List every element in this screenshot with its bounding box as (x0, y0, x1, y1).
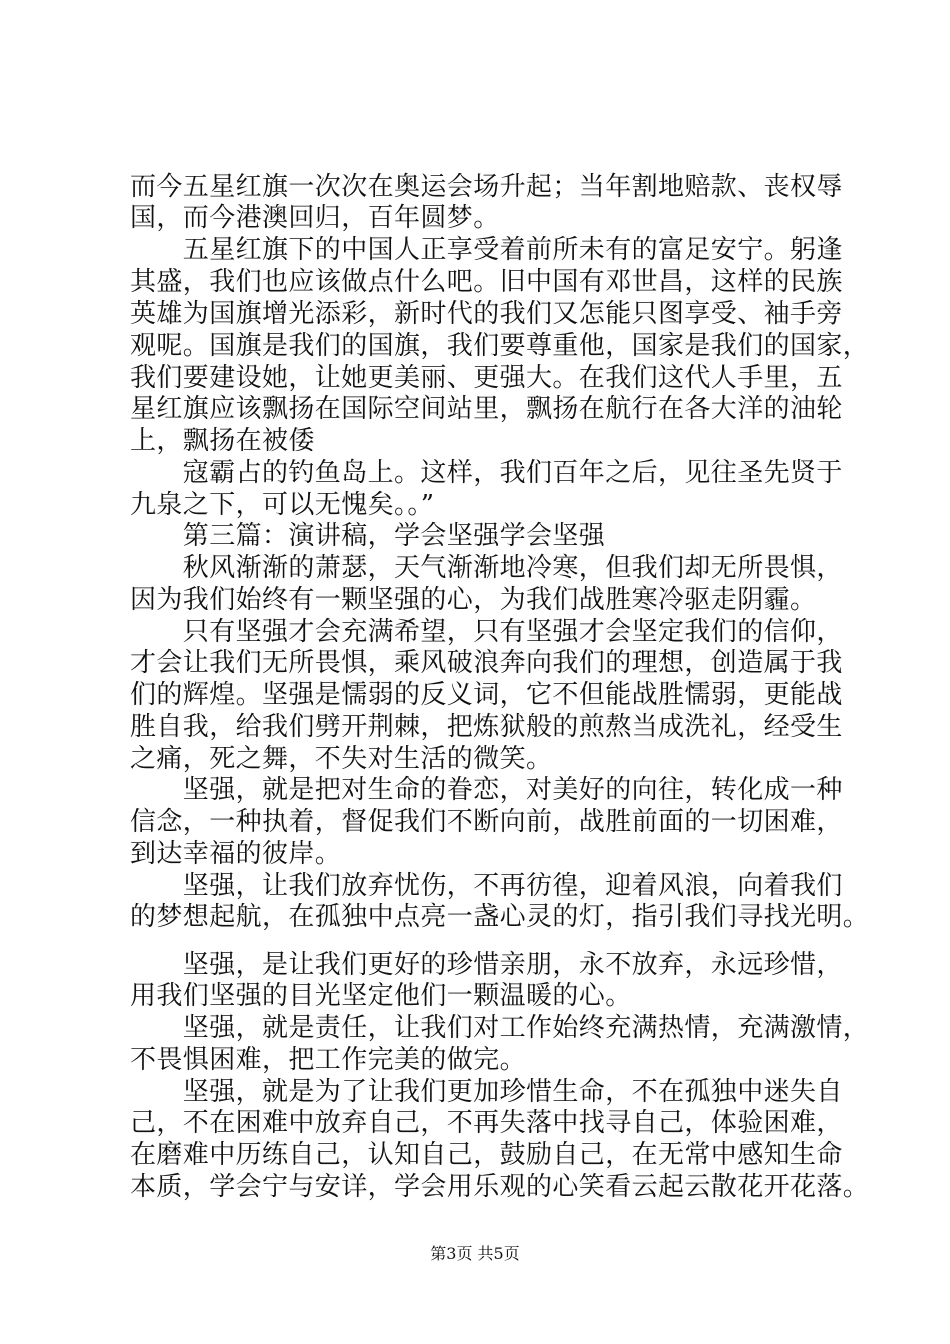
text-line: 己，不在困难中放弃自己，不再失落中找寻自己，体验困难， (130, 1108, 843, 1138)
text-line: 只有坚强才会充满希望，只有坚强才会坚定我们的信仰， (130, 617, 843, 647)
text-line: 才会让我们无所畏惧，乘风破浪奔向我们的理想，创造属于我 (130, 648, 843, 678)
text-line: 英雄为国旗增光添彩，新时代的我们又怎能只图享受、袖手旁 (130, 299, 843, 329)
text-line: 坚强，就是责任，让我们对工作始终充满热情，充满激情， (130, 1013, 870, 1043)
text-line: 之痛，死之舞，不失对生活的微笑。 (130, 744, 553, 774)
text-line: 用我们坚强的目光坚定他们一颗温暖的心。 (130, 981, 632, 1011)
text-line: 而今五星红旗一次次在奥运会场升起；当年割地赔款、丧权辱 (130, 172, 843, 202)
text-line: 坚强，是让我们更好的珍惜亲朋，永不放弃，永远珍惜， (130, 950, 843, 980)
text-line: 上，飘扬在被倭 (130, 426, 315, 456)
text-line: 九泉之下，可以无愧矣。。” (130, 490, 435, 520)
text-line: 胜自我，给我们劈开荆棘，把炼狱般的煎熬当成洗礼，经受生 (130, 712, 843, 742)
text-line: 秋风渐渐的萧瑟，天气渐渐地冷寒，但我们却无所畏惧， (130, 553, 843, 583)
text-line: 本质，学会宁与安详，学会用乐观的心笑看云起云散花开花落。 (130, 1172, 870, 1202)
text-line: 观呢。国旗是我们的国旗，我们要尊重他，国家是我们的国家， (130, 331, 870, 361)
text-line: 不畏惧困难，把工作完美的做完。 (130, 1045, 527, 1075)
section-heading: 第三篇：演讲稿，学会坚强学会坚强 (130, 521, 606, 551)
text-line: 坚强，就是把对生命的眷恋，对美好的向往，转化成一种 (130, 775, 843, 805)
text-line: 因为我们始终有一颗坚强的心，为我们战胜寒冷驱走阴霾。 (130, 585, 817, 615)
text-line: 我们要建设她，让她更美丽、更强大。在我们这代人手里，五 (130, 363, 843, 393)
text-line: 其盛，我们也应该做点什么吧。旧中国有邓世昌，这样的民族 (130, 267, 843, 297)
text-line: 国，而今港澳回归，百年圆梦。 (130, 203, 500, 233)
text-line: 星红旗应该飘扬在国际空间站里，飘扬在航行在各大洋的油轮 (130, 394, 843, 424)
text-line: 们的辉煌。坚强是懦弱的反义词，它不但能战胜懦弱，更能战 (130, 680, 843, 710)
text-line: 的梦想起航，在孤独中点亮一盏心灵的灯，指引我们寻找光明。 (130, 902, 870, 932)
text-line: 寇霸占的钓鱼岛上。这样，我们百年之后，见往圣先贤于 (130, 458, 843, 488)
text-line: 坚强，让我们放弃忧伤，不再彷徨，迎着风浪，向着我们 (130, 871, 843, 901)
text-line: 坚强，就是为了让我们更加珍惜生命，不在孤独中迷失自 (130, 1077, 843, 1107)
text-line: 在磨难中历练自己，认知自己，鼓励自己，在无常中感知生命 (130, 1140, 843, 1170)
text-line: 信念，一种执着，督促我们不断向前，战胜前面的一切困难， (130, 807, 843, 837)
text-line: 到达幸福的彼岸。 (130, 839, 342, 869)
page-footer: 第3页 共5页 (430, 1244, 520, 1263)
text-line: 五星红旗下的中国人正享受着前所未有的富足安宁。躬逢 (130, 235, 843, 265)
